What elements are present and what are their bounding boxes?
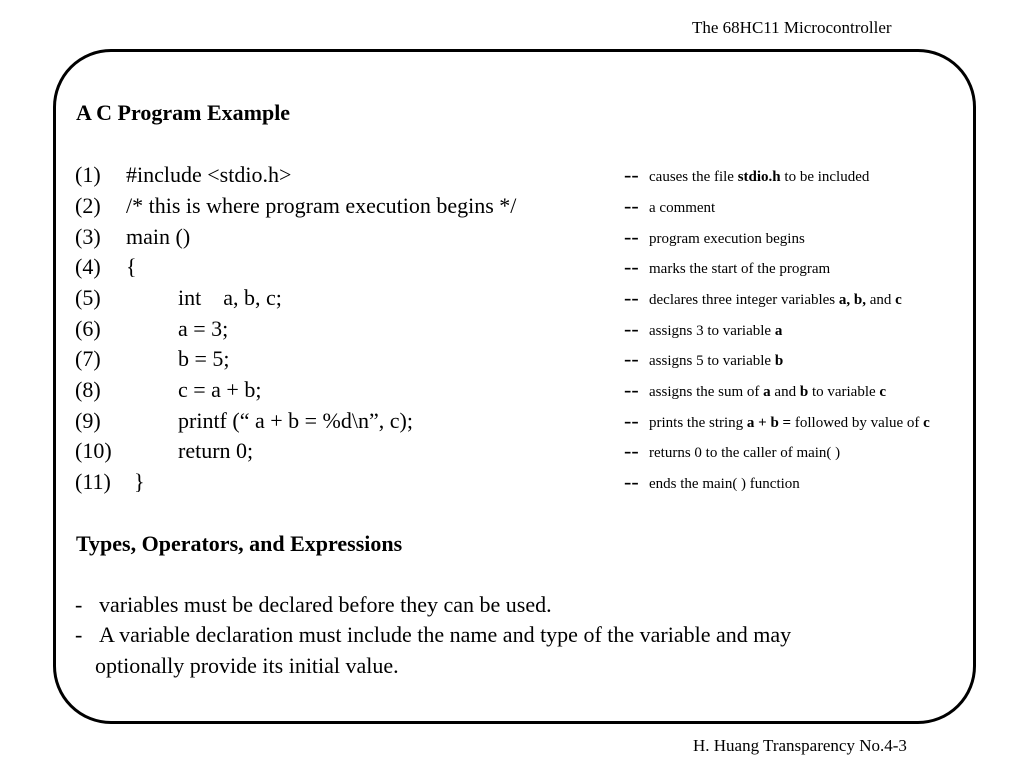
bullet-item	[75, 592, 552, 618]
comment-dash: --	[624, 254, 639, 279]
comment-dash: --	[624, 316, 639, 341]
bullet-text: A variable declaration must include the name and type of the variable and may	[99, 622, 792, 647]
line-number: (5)	[75, 285, 101, 310]
line-comment: assigns 5 to variable b	[649, 353, 784, 369]
bullet-text: variables must be declared before they can be used.	[99, 592, 552, 617]
bullet-marker: -	[75, 592, 83, 617]
code-text: int a, b, c;	[178, 285, 282, 310]
code-text: }	[134, 469, 145, 494]
program-line	[0, 193, 1024, 223]
program-line	[0, 224, 1024, 254]
section-title-types: Types, Operators, and Expressions	[76, 531, 403, 556]
comment-dash: --	[624, 408, 639, 433]
line-comment: program execution begins	[649, 231, 805, 247]
line-comment: assigns 3 to variable a	[649, 323, 783, 339]
line-number: (8)	[75, 377, 101, 402]
line-comment: assigns the sum of a and b to variable c	[649, 384, 887, 400]
section-title-c-program: A C Program Example	[76, 100, 291, 125]
line-number: (4)	[75, 254, 101, 279]
code-text: a = 3;	[178, 316, 229, 341]
line-number: (7)	[75, 346, 101, 371]
line-number: (6)	[75, 316, 101, 341]
comment-dash: --	[624, 193, 639, 218]
program-line	[0, 377, 1024, 407]
line-comment: declares three integer variables a, b, and c	[649, 292, 902, 308]
program-line	[0, 316, 1024, 346]
line-number: (9)	[75, 408, 101, 433]
program-line	[0, 438, 1024, 468]
code-text: /* this is where program execution begins */	[126, 193, 517, 218]
line-comment: returns 0 to the caller of main( )	[649, 445, 841, 461]
line-comment: marks the start of the program	[649, 261, 831, 277]
code-text: c = a + b;	[178, 377, 262, 402]
comment-dash: --	[624, 469, 639, 494]
code-text: #include <stdio.h>	[126, 162, 292, 187]
comment-dash: --	[624, 346, 639, 371]
comment-dash: --	[624, 224, 639, 249]
page-footer: H. Huang Transparency No.4-3	[693, 736, 907, 755]
program-line	[0, 162, 1024, 192]
program-line	[0, 408, 1024, 438]
line-comment: prints the string a + b = followed by value of c	[649, 415, 930, 431]
code-text: main ()	[126, 224, 191, 249]
line-number: (10)	[75, 438, 112, 463]
program-line	[0, 346, 1024, 376]
code-text: {	[126, 254, 137, 279]
comment-dash: --	[624, 162, 639, 187]
line-comment: a comment	[649, 200, 716, 216]
bullet-item	[75, 622, 792, 648]
comment-dash: --	[624, 438, 639, 463]
code-text: printf (“ a + b = %d\n”, c);	[178, 408, 413, 433]
line-comment: ends the main( ) function	[649, 476, 800, 492]
comment-dash: --	[624, 285, 639, 310]
bullet-continuation: optionally provide its initial value.	[95, 653, 399, 678]
code-text: return 0;	[178, 438, 254, 463]
line-number: (1)	[75, 162, 101, 187]
page-header-title: The 68HC11 Microcontroller	[692, 18, 892, 37]
program-line	[0, 285, 1024, 315]
bullet-marker: -	[75, 622, 83, 647]
line-comment: causes the file stdio.h to be included	[649, 169, 870, 185]
line-number: (11)	[75, 469, 111, 494]
line-number: (2)	[75, 193, 101, 218]
program-line	[0, 254, 1024, 284]
code-text: b = 5;	[178, 346, 230, 371]
line-number: (3)	[75, 224, 101, 249]
program-line	[0, 469, 1024, 499]
comment-dash: --	[624, 377, 639, 402]
